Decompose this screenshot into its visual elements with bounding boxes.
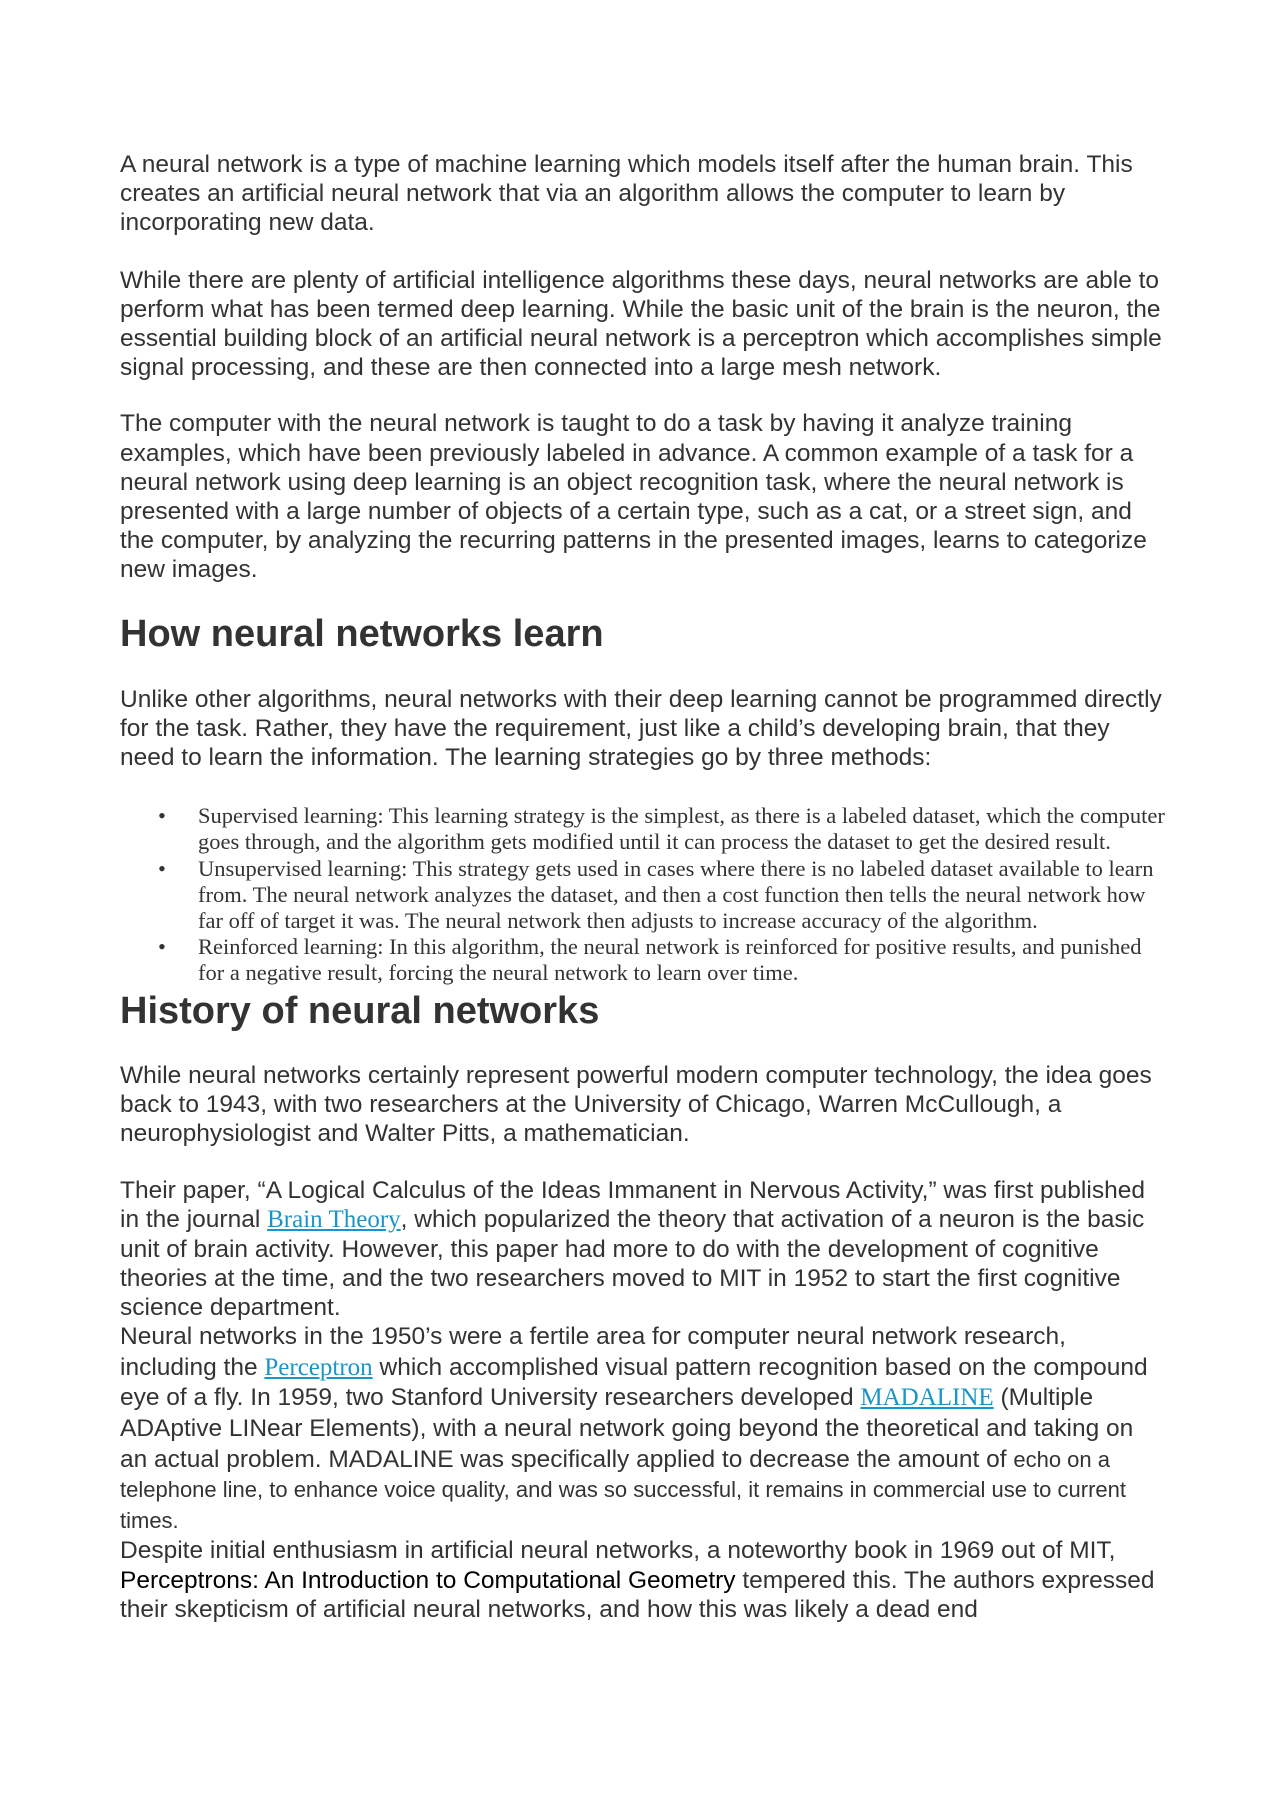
history-paragraph-4: [120, 1536, 1165, 1624]
heading-history-of-neural-networks: History of neural networks: [120, 989, 600, 1032]
list-item: [120, 934, 1165, 986]
learning-methods-list: [120, 803, 1165, 986]
learn-intro-paragraph: Unlike other algorithms, neural networks with their deep learning cannot be programmed directly for the task. Rather, they have the requirement, just like a child’s developing brain, that they need to learn the information. The learning strategies go by three methods:: [120, 685, 1162, 772]
method-reinforced: Reinforced learning: In this algorithm, the neural network is reinforced for positive results, and punished for a negative result, forcing the neural network to learn over time.: [198, 934, 1142, 986]
history-p4-text-after: tempered this. The authors expressed their skepticism of artificial neural networks, and how this was likely a dead end: [120, 1566, 1155, 1623]
bullet-icon: •: [158, 934, 166, 960]
history-p3-text-1: Neural networks in the 1950’s were a fertile area for computer neural network research, including the: [120, 1323, 1066, 1381]
history-paragraph-2: [120, 1176, 1165, 1322]
history-p3-text-2: which accomplished visual pattern recognition based on the compound eye of a fly. In 1959, two Stanford University researchers developed: [120, 1353, 1148, 1412]
history-p2-text-after: , which popularized the theory that activation of a neuron is the basic unit of brain activity. However, this paper had more to do with the development of cognitive theories at the time, and the two researchers moved to MIT in 1952 to start the first cognitive science department.: [120, 1206, 1145, 1322]
history-p4-text-before: Despite initial enthusiasm in artificial neural networks, a noteworthy book in 1969 out of MIT,: [120, 1537, 1116, 1565]
intro-paragraph-2: While there are plenty of artificial intelligence algorithms these days, neural networks are able to perform what has been termed deep learning. While the basic unit of the brain is the neuron, the essential building block of an artificial neural network is a perceptron which accomplishes simple signal processing, and these are then connected into a large mesh network.: [120, 266, 1162, 382]
intro-paragraph-1: A neural network is a type of machine learning which models itself after the human brain. This creates an artificial neural network that via an algorithm allows the computer to learn by incorporating new data.: [120, 151, 1133, 237]
history-p3-text-3: (Multiple ADAptive LINear Elements), with a neural network going beyond the theoretical and taking on an actual problem. MADALINE was specifically applied to decrease the amount of: [120, 1384, 1134, 1473]
bullet-icon: •: [158, 855, 166, 881]
document-page: [120, 150, 1165, 1624]
heading-how-neural-networks-learn: How neural networks learn: [120, 612, 604, 655]
list-item: [120, 803, 1165, 855]
book-title: Perceptrons: An Introduction to Computational Geometry: [120, 1566, 736, 1594]
perceptron-link[interactable]: Perceptron: [264, 1353, 373, 1381]
intro-paragraph-3: The computer with the neural network is taught to do a task by having it analyze training examples, which have been previously labeled in advance. A common example of a task for a neural network using deep learning is an object recognition task, where the neural network is presented with a large number of objects of a certain type, such as a cat, or a street sign, and the computer, by analyzing the recurring patterns in the presented images, learns to categorize new images.: [120, 410, 1147, 584]
brain-theory-link[interactable]: Brain Theory: [267, 1206, 401, 1234]
bullet-icon: •: [158, 803, 166, 829]
history-p2-text-before: Their paper, “A Logical Calculus of the Ideas Immanent in Nervous Activity,” was first published in the journal: [120, 1177, 1145, 1234]
method-supervised: Supervised learning: This learning strategy is the simplest, as there is a labeled dataset, which the computer goes through, and the algorithm gets modified until it can process the dataset to get the desired result.: [198, 803, 1165, 855]
history-p3-text-tail: echo on a telephone line, to enhance voice quality, and was so successful, it remains in commercial use to current times.: [120, 1446, 1126, 1533]
list-item: [120, 856, 1165, 935]
history-paragraph-3: [120, 1322, 1165, 1536]
method-unsupervised: Unsupervised learning: This strategy gets used in cases where there is no labeled dataset available to learn from. The neural network analyzes the dataset, and then a cost function then tells the neural network how far off of target it was. The neural network then adjusts to increase accuracy of the algorithm.: [198, 855, 1154, 934]
madaline-link[interactable]: MADALINE: [860, 1384, 994, 1412]
history-paragraph-1: While neural networks certainly represent powerful modern computer technology, the idea goes back to 1943, with two researchers at the University of Chicago, Warren McCullough, a neurophysiologist and Walter Pitts, a mathematician.: [120, 1061, 1152, 1148]
